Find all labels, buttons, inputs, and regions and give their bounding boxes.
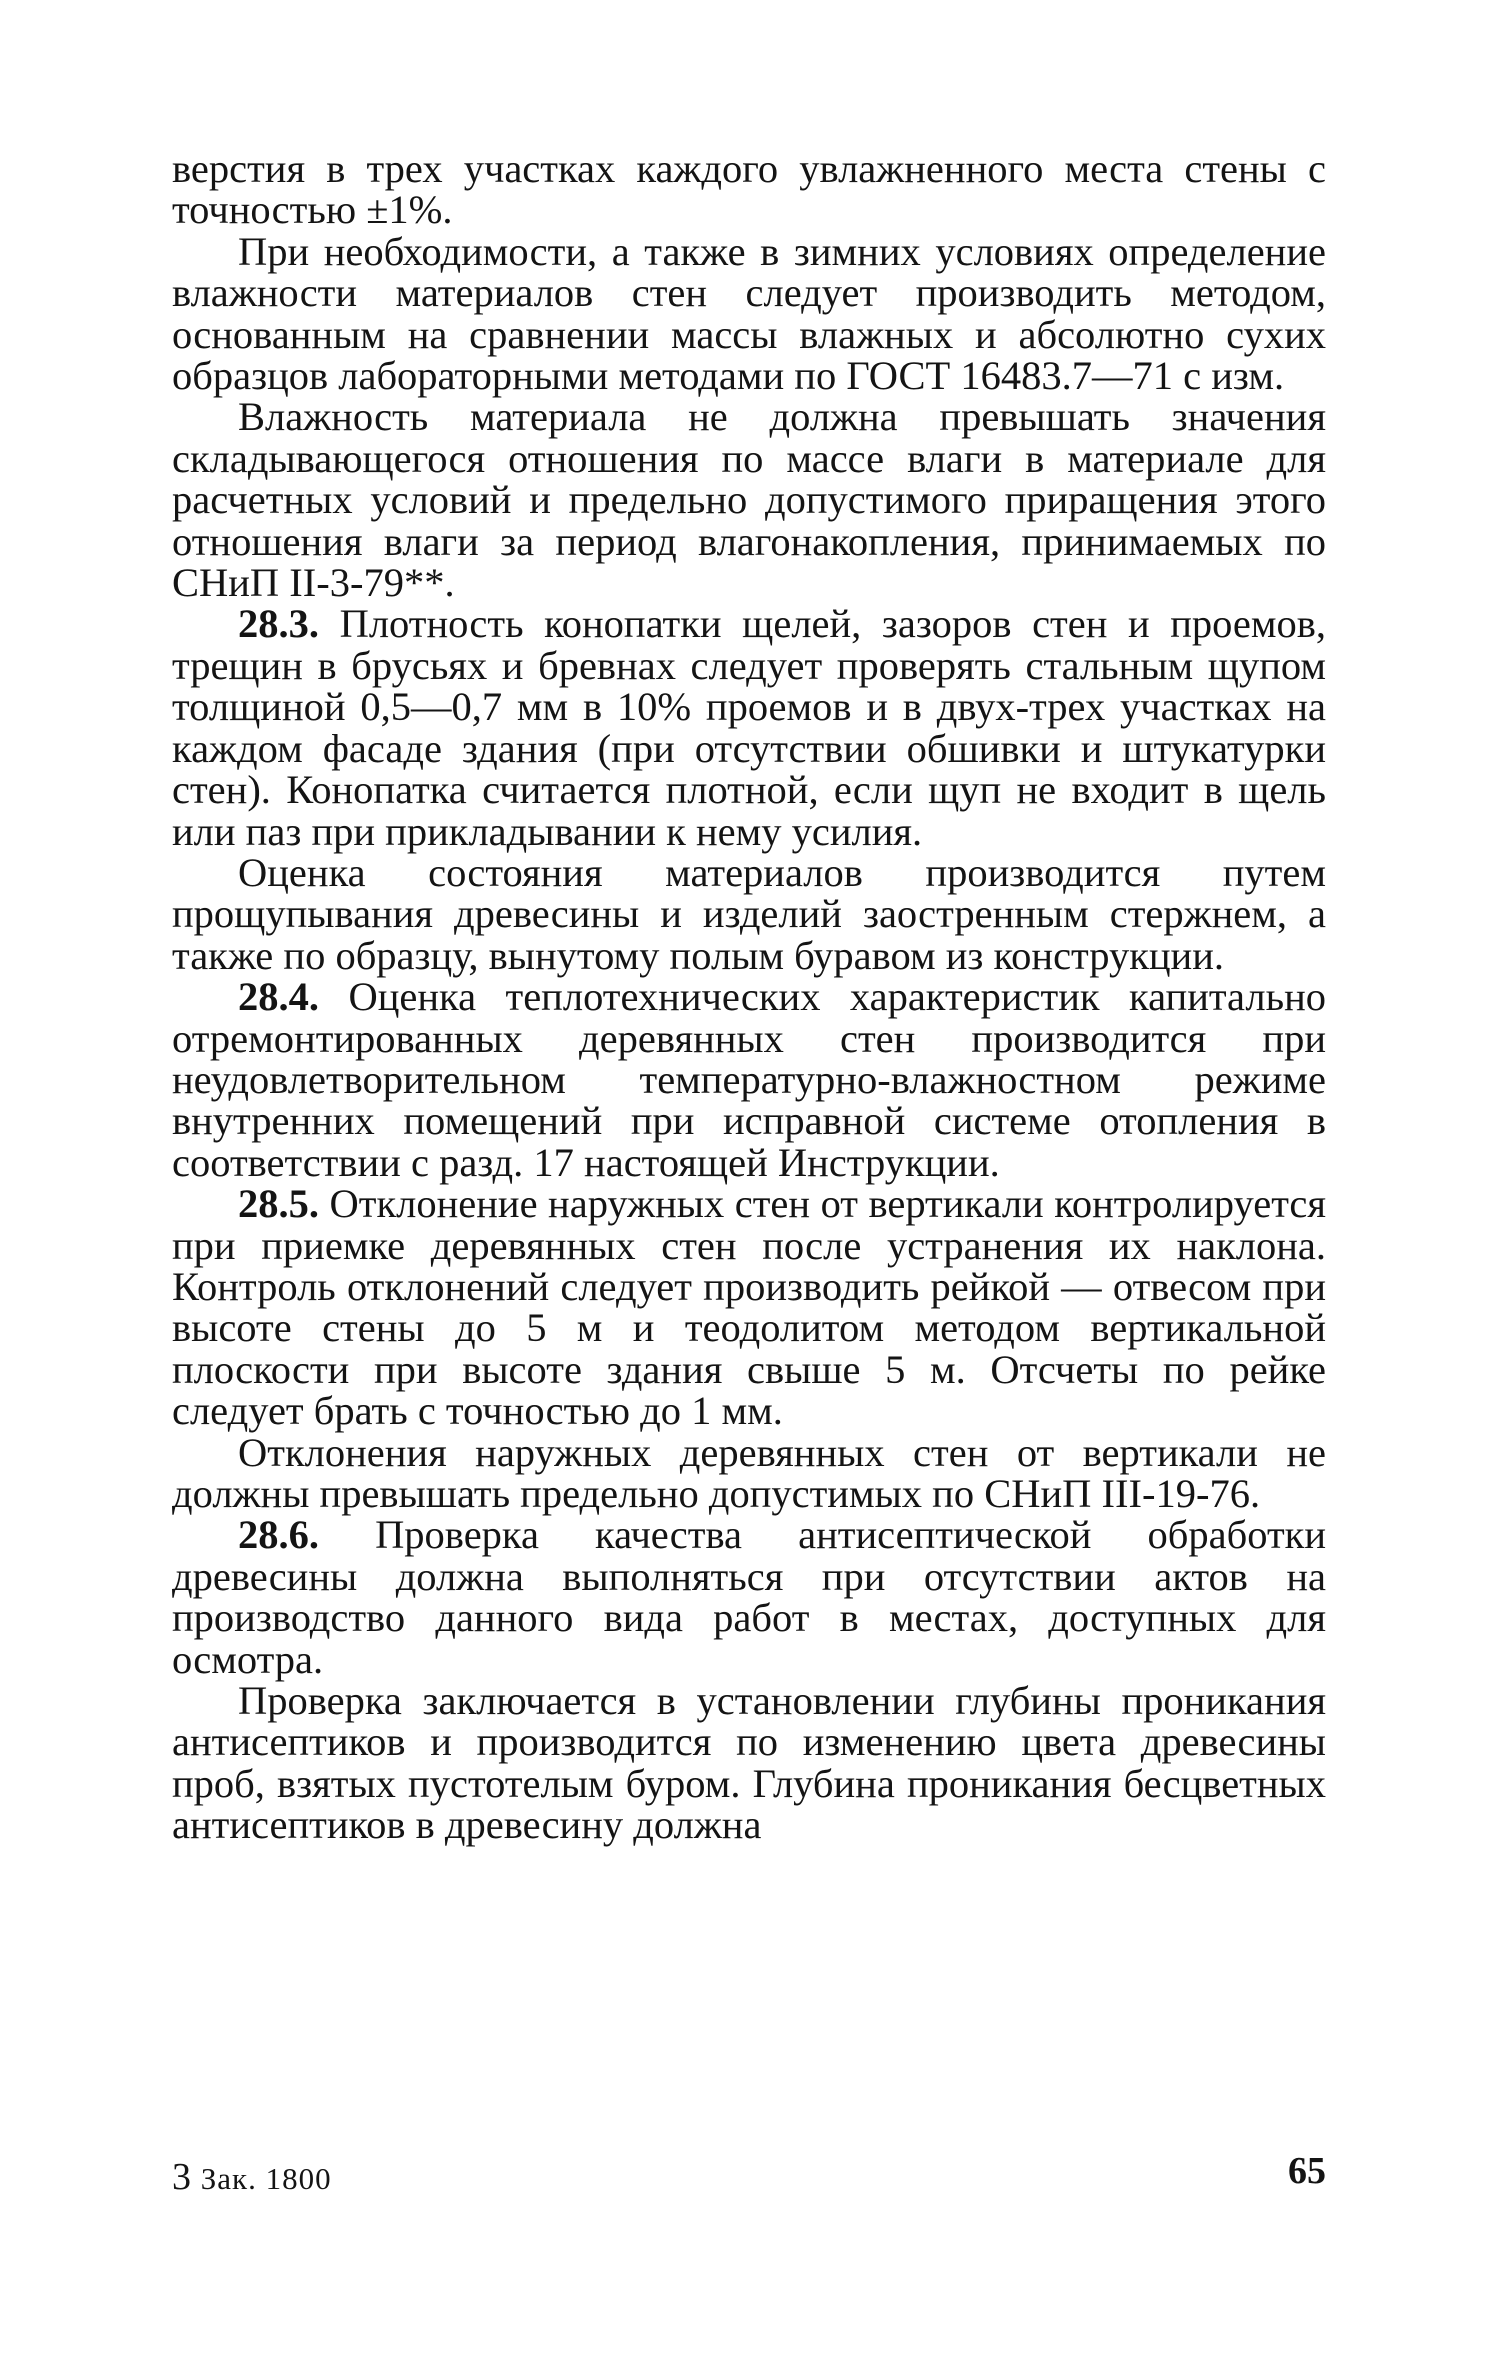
paragraph-moisture-limit (172, 394, 1326, 606)
paragraph-material-assessment (172, 849, 1326, 978)
section-number: 28.3. (238, 601, 319, 647)
print-signature (172, 2155, 332, 2199)
paragraph-text: Проверка заключается в установлении глубины проникания антисептиков и производится по изменению цвета древесины проб, взятых пустотелым буром. Глубина проникания бесцветных антисептиков в древесину должна (172, 1678, 1326, 1848)
section-28-3 (172, 601, 1327, 854)
paragraph-moisture-method (172, 228, 1326, 399)
paragraph-text: Проверка качества антисептической обработки древесины должна выполняться при отсутствии актов на производство данного вида работ в местах, доступных для осмотра. (172, 1512, 1326, 1682)
page-number: 65 (1288, 2150, 1326, 2192)
paragraph-text: Отклонение наружных стен от вертикали контролируется при приемке деревянных стен после устранения их наклона. Контроль отклонений следует производить рейкой — отвесом при высоте стены до 5 м и теодолитом методом вертикальной плоскости при высоте здания свыше 5 м. Отсчеты по рейке следует брать с точностью до 1 мм. (172, 1181, 1326, 1434)
signature-number: 3 (172, 2156, 192, 2198)
paragraph-text: Плотность конопатки щелей, зазоров стен и проемов, трещин в брусьях и бревнах следует проверять стальным щупом толщиной 0,5—0,7 мм в 10% проемов и в двух-трех участках на каждом фасаде здания (при отсутствии обшивки и штукатурки стен). Конопатка считается плотной, если щуп не входит в щель или паз при прикладывании к нему усилия. (172, 601, 1327, 854)
page-footer (172, 2150, 1326, 2205)
section-28-4 (172, 976, 1326, 1183)
paragraph-continuation (172, 148, 1326, 231)
paragraph-deviation-limit (172, 1429, 1326, 1516)
section-28-6 (172, 1514, 1326, 1680)
paragraph-text: Влажность материала не должна превышать значения складывающегося отношения по массе влаги в материале для расчетных условий и предельно допустимого приращения этого отношения влаги за период влагонакопления, принимаемых по СНиП II-3-79**. (172, 394, 1326, 606)
section-number: 28.4. (238, 974, 319, 1020)
paragraph-text: Отклонения наружных деревянных стен от вертикали не должны превышать предельно допустимых по СНиП III-19-76. (172, 1429, 1326, 1516)
paragraph-text: Оценка состояния материалов производится путем прощупывания древесины и изделий заостренным стержнем, а также по образцу, вынутому полым буравом из конструкции. (172, 849, 1326, 978)
paragraph-text: При необходимости, а также в зимних условиях определение влажности материалов стен следует производить методом, основанным на сравнении массы влажных и абсолютно сухих образцов лабораторными методами по ГОСТ 16483.7—71 с изм. (172, 228, 1326, 399)
paragraph-text: верстия в трех участках каждого увлажненного места стены с точностью ±1%. (172, 146, 1326, 233)
paragraph-text: Оценка теплотехнических характеристик капитально отремонтированных деревянных стен производится при неудовлетворительном температурно-влажностном режиме внутренних помещений при исправной системе отопления в соответствии с разд. 17 настоящей Инструкции. (172, 974, 1326, 1185)
signature-order: Зак. 1800 (200, 2161, 332, 2196)
section-28-5 (172, 1181, 1326, 1434)
page-body (172, 148, 1326, 1846)
section-number: 28.6. (238, 1512, 319, 1558)
paragraph-antiseptic-check (172, 1680, 1326, 1846)
section-number: 28.5. (238, 1181, 319, 1227)
